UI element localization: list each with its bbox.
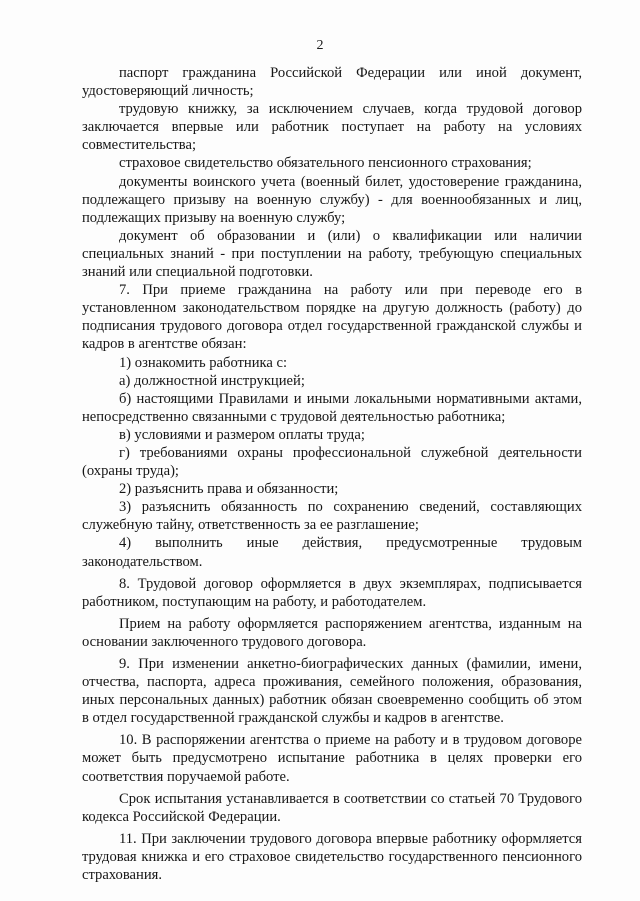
paragraph: Прием на работу оформляется распоряжением агентства, изданным на основании заключенного трудового договора. bbox=[82, 615, 582, 650]
paragraph: в) условиями и размером оплаты труда; bbox=[119, 426, 365, 443]
paragraph: 7. При приеме гражданина на работу или при переводе его в установленном законодательством порядке на другую должность (работу) до подписания трудового договора отдел государственной гражданской службы и кадров в агентстве обязан: bbox=[82, 282, 582, 353]
paragraph: документ об образовании и (или) о квалификации или наличии специальных знаний - при поступлении на работу, требующую специальных знаний или специальной подготовки. bbox=[82, 227, 582, 281]
paragraph: документы воинского учета (военный билет, удостоверение гражданина, подлежащего призыву на военную службу) - для военнообязанных и лиц, подлежащих призыву на военную службу; bbox=[82, 173, 582, 226]
paragraph: 4) выполнить иные действия, предусмотренные трудовым законодательством. bbox=[82, 535, 582, 570]
paragraph: 8. Трудовой договор оформляется в двух экземплярах, подписывается работником, поступающим на работу, и работодателем. bbox=[82, 575, 582, 610]
paragraph: 9. При изменении анкетно-биографических данных (фамилии, имени, отчества, паспорта, адреса проживания, семейного положения, образования, иных персональных данных) работник обязан своевременно сообщить об этом в отдел государственной гражданской службы и кадров в агентстве. bbox=[82, 656, 582, 727]
paragraph: 1) ознакомить работника с: bbox=[119, 354, 288, 371]
paragraph: а) должностной инструкцией; bbox=[119, 372, 305, 389]
paragraph: Срок испытания устанавливается в соответствии со статьей 70 Трудового кодекса Российской Федерации. bbox=[82, 790, 582, 825]
paragraph: 11. При заключении трудового договора впервые работнику оформляется трудовая книжка и его страховое свидетельство государственного пенсионного страхования. bbox=[82, 830, 582, 884]
paragraph: б) настоящими Правилами и иными локальными нормативными актами, непосредственно связанными с трудовой деятельностью работника; bbox=[82, 390, 582, 425]
page-number: 2 bbox=[316, 38, 324, 53]
paragraph: 2) разъяснить права и обязанности; bbox=[119, 481, 339, 498]
paragraph: г) требованиями охраны профессиональной служебной деятельности (охраны труда); bbox=[82, 444, 582, 480]
document-body bbox=[82, 64, 582, 884]
paragraph: 10. В распоряжении агентства о приеме на работу и в трудовом договоре может быть предусмотрено испытание работника в целях проверки его соответствия поручаемой работе. bbox=[82, 732, 582, 785]
paragraph: трудовую книжку, за исключением случаев, когда трудовой договор заключается впервые или работник поступает на работу на условиях совместительства; bbox=[82, 101, 582, 154]
paragraph: паспорт гражданина Российской Федерации или иной документ, удостоверяющий личность; bbox=[82, 65, 582, 100]
paragraph: 3) разъяснить обязанность по сохранению сведений, составляющих служебную тайну, ответственность за ее разглашение; bbox=[82, 499, 582, 534]
paragraph: страховое свидетельство обязательного пенсионного страхования; bbox=[119, 155, 532, 172]
